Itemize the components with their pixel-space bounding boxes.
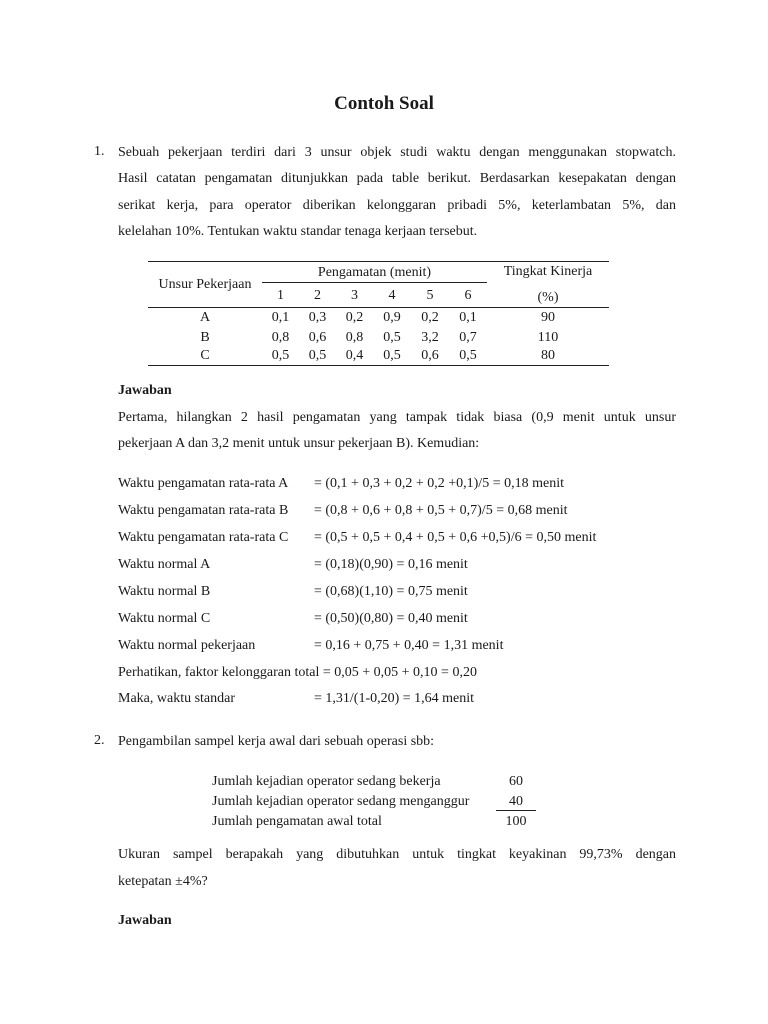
calc-label: Waktu pengamatan rata-rata A [118,476,289,491]
sample-label: Jumlah kejadian operator sedang menganggur [212,794,470,809]
answer-1-line-1: Pertama, hilangkan 2 hasil pengamatan yang tampak tidak biasa (0,9 menit untuk unsur [118,410,676,425]
calc-label: Waktu normal A [118,557,211,572]
row-value: 0,7 [459,330,477,345]
row-value: 0,6 [421,348,439,363]
header-performance: Tingkat Kinerja [503,264,593,279]
header-performance-unit: (%) [537,290,559,305]
obs-number: 3 [351,288,358,303]
sum-rule [496,810,536,811]
row-performance: 80 [541,348,555,363]
obs-number: 6 [464,288,472,303]
obs-number: 4 [388,288,396,303]
table-header-rule [262,282,487,283]
table-top-rule [148,261,609,262]
row-performance: 110 [537,330,559,345]
standard-time-value: = 1,31/(1-0,20) = 1,64 menit [314,691,475,706]
question-2-line-1: Ukuran sampel berapakah yang dibutuhkan untuk tingkat keyakinan 99,73% dengan [118,847,676,862]
question-1-line-3: serikat kerja, para operator diberikan kelonggaran pribadi 5%, keterlambatan 5%, dan [118,198,676,213]
question-2-line-2: ketepatan ±4%? [118,874,208,889]
question-1-line-1: Sebuah pekerjaan terdiri dari 3 unsur objek studi waktu dengan menggunakan stopwatch. [118,145,676,160]
sample-value: 40 [509,794,523,809]
question-1-line-4: kelelahan 10%. Tentukan waktu standar tenaga kerjaan tersebut. [118,224,478,239]
answer-2-heading: Jawaban [118,913,172,928]
obs-number: 1 [277,288,284,303]
question-1-number: 1. [94,144,105,159]
row-value: 0,5 [308,348,327,363]
row-performance: 90 [541,310,555,325]
sample-value: 100 [505,814,527,829]
row-value: 0,6 [308,330,327,345]
question-2-intro: Pengambilan sampel kerja awal dari sebuah operasi sbb: [118,734,435,749]
obs-number: 2 [314,288,321,303]
obs-number: 5 [426,288,434,303]
calc-value: = (0,50)(0,80) = 0,40 menit [314,611,468,626]
header-observation: Pengamatan (menit) [317,265,432,280]
sample-label: Jumlah pengamatan awal total [212,814,382,829]
row-value: 0,1 [459,310,477,325]
standard-time-label: Maka, waktu standar [118,691,236,706]
row-value: 0,9 [383,310,401,325]
row-value: 0,8 [345,330,364,345]
calc-value: = (0,68)(1,10) = 0,75 menit [314,584,468,599]
row-element: B [200,330,210,345]
table-bottom-rule [148,365,609,366]
row-value: 0,8 [271,330,290,345]
calc-value: = (0,18)(0,90) = 0,16 menit [314,557,468,572]
question-2-number: 2. [94,733,105,748]
calc-value: = (0,8 + 0,6 + 0,8 + 0,5 + 0,7)/5 = 0,68 menit [314,503,568,518]
row-value: 0,3 [308,310,327,325]
calc-label: Waktu normal pekerjaan [118,638,256,653]
sample-label: Jumlah kejadian operator sedang bekerja [212,774,441,789]
row-value: 0,4 [345,348,364,363]
page-title: Contoh Soal [334,93,434,114]
calc-label: Waktu pengamatan rata-rata B [118,503,289,518]
row-value: 3,2 [421,330,439,345]
question-1-line-2: Hasil catatan pengamatan ditunjukkan pada table berikut. Berdasarkan kesepakatan dengan [118,171,676,186]
answer-1-heading: Jawaban [118,383,172,398]
row-value: 0,2 [421,310,439,325]
calc-value: = 0,16 + 0,75 + 0,40 = 1,31 menit [314,638,504,653]
allowance-note: Perhatikan, faktor kelonggaran total = 0,05 + 0,05 + 0,10 = 0,20 [118,665,477,680]
answer-1-line-2: pekerjaan A dan 3,2 menit untuk unsur pekerjaan B). Kemudian: [118,436,480,451]
header-element: Unsur Pekerjaan [158,277,252,292]
row-value: 0,2 [345,310,364,325]
calc-label: Waktu normal B [118,584,211,599]
row-value: 0,5 [459,348,477,363]
row-value: 0,5 [383,348,401,363]
row-element: C [200,348,210,363]
row-value: 0,5 [271,348,290,363]
row-value: 0,1 [271,310,290,325]
row-value: 0,5 [383,330,401,345]
table-header-bottom-rule [148,307,609,308]
row-element: A [199,310,211,325]
calc-label: Waktu pengamatan rata-rata C [118,530,289,545]
calc-value: = (0,5 + 0,5 + 0,4 + 0,5 + 0,6 +0,5)/6 = 0,50 menit [314,530,597,545]
calc-label: Waktu normal C [118,611,211,626]
sample-value: 60 [509,774,523,789]
calc-value: = (0,1 + 0,3 + 0,2 + 0,2 +0,1)/5 = 0,18 menit [314,476,564,491]
